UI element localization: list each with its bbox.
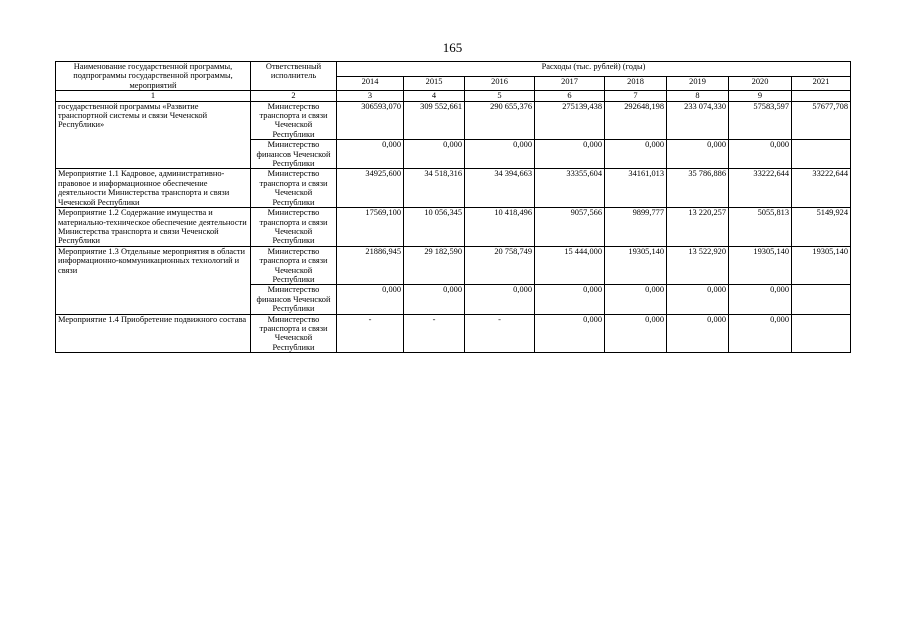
value-cell: 0,000 bbox=[535, 140, 605, 169]
index-cell: 7 bbox=[605, 91, 667, 101]
table-row bbox=[56, 169, 851, 208]
header-year: 2017 bbox=[535, 76, 605, 91]
value-cell: 10 056,345 bbox=[404, 208, 465, 247]
measure-name: Мероприятие 1.4 Приобретение подвижного состава bbox=[56, 314, 251, 353]
budget-table bbox=[55, 61, 851, 353]
value-cell: 0,000 bbox=[667, 314, 729, 353]
value-cell: 0,000 bbox=[337, 140, 404, 169]
index-cell: 5 bbox=[465, 91, 535, 101]
value-cell: 275139,438 bbox=[535, 101, 605, 140]
value-cell: 0,000 bbox=[337, 285, 404, 314]
table-row bbox=[56, 314, 851, 353]
measure-name: Мероприятие 1.3 Отдельные мероприятия в области информационно-коммуникационных технологий и связи bbox=[56, 246, 251, 314]
header-year: 2014 bbox=[337, 76, 404, 91]
header-expenses: Расходы (тыс. рублей) (годы) bbox=[337, 62, 851, 77]
value-cell bbox=[792, 314, 851, 353]
header-year: 2020 bbox=[729, 76, 792, 91]
value-cell: 57583,597 bbox=[729, 101, 792, 140]
value-cell: 17569,100 bbox=[337, 208, 404, 247]
value-cell: 15 444,000 bbox=[535, 246, 605, 285]
header-year: 2018 bbox=[605, 76, 667, 91]
value-cell: 21886,945 bbox=[337, 246, 404, 285]
value-cell: 29 182,590 bbox=[404, 246, 465, 285]
value-cell: 34925,600 bbox=[337, 169, 404, 208]
executor-cell: Министерство транспорта и связи Чеченской Республики bbox=[251, 101, 337, 140]
index-cell: 4 bbox=[404, 91, 465, 101]
index-cell: 1 bbox=[56, 91, 251, 101]
value-cell: 34161,013 bbox=[605, 169, 667, 208]
index-cell: 9 bbox=[729, 91, 792, 101]
executor-cell: Министерство транспорта и связи Чеченской Республики bbox=[251, 208, 337, 247]
value-cell: 9057,566 bbox=[535, 208, 605, 247]
value-cell: 9899,777 bbox=[605, 208, 667, 247]
value-cell: 0,000 bbox=[667, 140, 729, 169]
value-cell: 306593,070 bbox=[337, 101, 404, 140]
value-cell: 233 074,330 bbox=[667, 101, 729, 140]
index-cell: 3 bbox=[337, 91, 404, 101]
page-number: 165 bbox=[442, 40, 463, 55]
header-year: 2016 bbox=[465, 76, 535, 91]
header-year: 2021 bbox=[792, 76, 851, 91]
value-cell: 13 220,257 bbox=[667, 208, 729, 247]
value-cell: 0,000 bbox=[535, 285, 605, 314]
value-cell bbox=[792, 285, 851, 314]
value-cell: 20 758,749 bbox=[465, 246, 535, 285]
executor-cell: Министерство финансов Чеченской Республики bbox=[251, 140, 337, 169]
value-cell: 33222,644 bbox=[729, 169, 792, 208]
value-cell: 33222,644 bbox=[792, 169, 851, 208]
measure-name: Мероприятие 1.2 Содержание имущества и материально-техническое обеспечение деятельности Министерства транспорта и связи Чеченской Республики bbox=[56, 208, 251, 247]
value-cell: 0,000 bbox=[605, 314, 667, 353]
value-cell: 5149,924 bbox=[792, 208, 851, 247]
table-row bbox=[56, 246, 851, 285]
index-cell: 2 bbox=[251, 91, 337, 101]
value-cell: 5055,813 bbox=[729, 208, 792, 247]
index-cell: 6 bbox=[535, 91, 605, 101]
value-cell: 19305,140 bbox=[792, 246, 851, 285]
header-year: 2019 bbox=[667, 76, 729, 91]
value-cell: 19305,140 bbox=[605, 246, 667, 285]
table-row bbox=[56, 208, 851, 247]
value-cell: 0,000 bbox=[404, 140, 465, 169]
measure-name: Мероприятие 1.1 Кадровое, административно-правовое и информационное обеспечение деятельности Министерства транспорта и связи Чеченской Республики bbox=[56, 169, 251, 208]
value-cell: 13 522,920 bbox=[667, 246, 729, 285]
header-name: Наименование государственной программы, подпрограммы государственной программы, мероприятий bbox=[56, 62, 251, 91]
value-cell: 0,000 bbox=[404, 285, 465, 314]
value-cell: 309 552,661 bbox=[404, 101, 465, 140]
value-cell: 292648,198 bbox=[605, 101, 667, 140]
value-cell: 0,000 bbox=[465, 140, 535, 169]
executor-cell: Министерство транспорта и связи Чеченской Республики bbox=[251, 246, 337, 285]
value-cell: - bbox=[337, 314, 404, 353]
value-cell: 0,000 bbox=[729, 140, 792, 169]
value-cell: - bbox=[404, 314, 465, 353]
index-row bbox=[56, 91, 851, 101]
executor-cell: Министерство финансов Чеченской Республики bbox=[251, 285, 337, 314]
table-row bbox=[56, 101, 851, 140]
value-cell: 290 655,376 bbox=[465, 101, 535, 140]
value-cell: 0,000 bbox=[729, 285, 792, 314]
index-cell: 8 bbox=[667, 91, 729, 101]
value-cell: 34 394,663 bbox=[465, 169, 535, 208]
value-cell: 0,000 bbox=[729, 314, 792, 353]
value-cell: 33355,604 bbox=[535, 169, 605, 208]
header-executor: Ответственный исполнитель bbox=[251, 62, 337, 91]
value-cell: 19305,140 bbox=[729, 246, 792, 285]
value-cell: - bbox=[465, 314, 535, 353]
value-cell: 0,000 bbox=[667, 285, 729, 314]
program-name: государственной программы «Развитие транспортной системы и связи Чеченской Республики» bbox=[56, 101, 251, 169]
value-cell: 57677,708 bbox=[792, 101, 851, 140]
value-cell: 0,000 bbox=[605, 140, 667, 169]
value-cell: 0,000 bbox=[605, 285, 667, 314]
header-year: 2015 bbox=[404, 76, 465, 91]
value-cell: 10 418,496 bbox=[465, 208, 535, 247]
value-cell bbox=[792, 140, 851, 169]
index-cell bbox=[792, 91, 851, 101]
value-cell: 34 518,316 bbox=[404, 169, 465, 208]
executor-cell: Министерство транспорта и связи Чеченской Республики bbox=[251, 314, 337, 353]
header-row-1 bbox=[56, 62, 851, 77]
value-cell: 0,000 bbox=[465, 285, 535, 314]
executor-cell: Министерство транспорта и связи Чеченской Республики bbox=[251, 169, 337, 208]
value-cell: 35 786,886 bbox=[667, 169, 729, 208]
value-cell: 0,000 bbox=[535, 314, 605, 353]
